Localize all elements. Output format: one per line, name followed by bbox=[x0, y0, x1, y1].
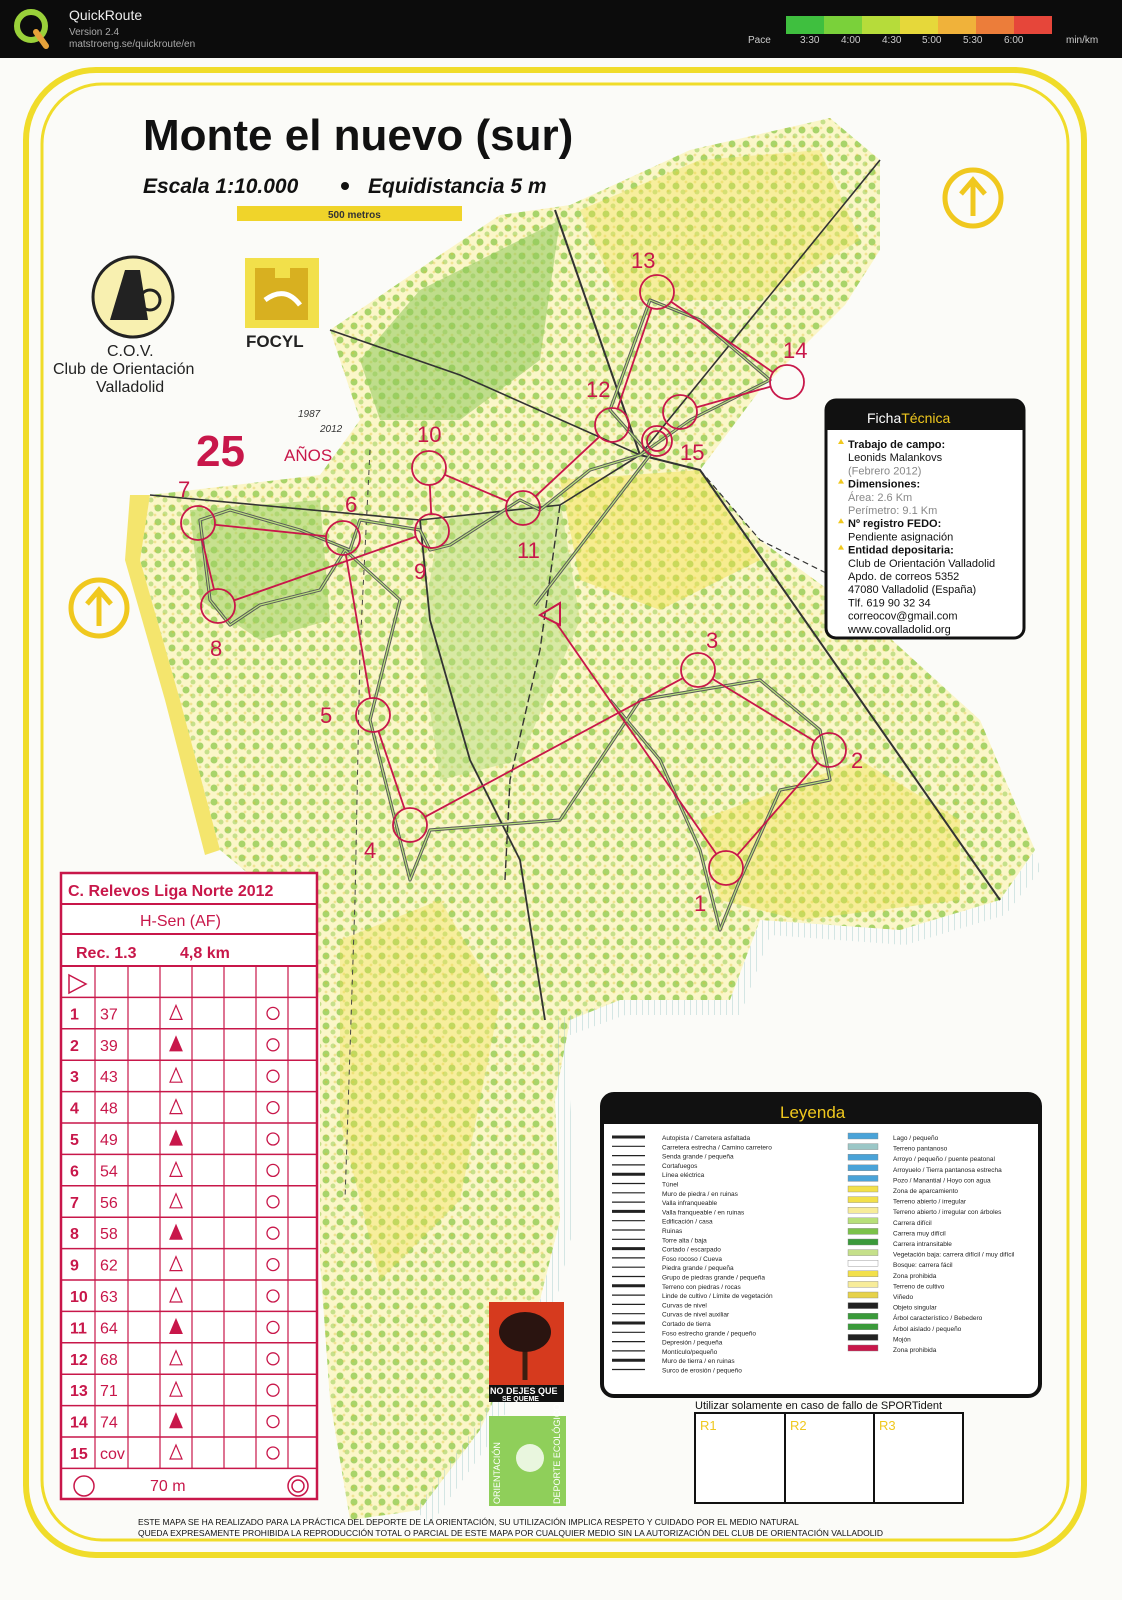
card-control-number: 3 bbox=[70, 1069, 79, 1087]
legend-title: Leyenda bbox=[780, 1103, 846, 1122]
footer-line2: QUEDA EXPRESAMENTE PROHIBIDA LA REPRODUCCIÓN TOTAL O PARCIAL DE ESTE MAPA POR CUALQUIER MEDIO SIN LA AUTORIZACIÓN DEL CLUB DE ORIENTACIÓN VALLADOLID bbox=[138, 1528, 884, 1538]
pace-color-segment bbox=[862, 16, 900, 34]
technical-info-line: Nº registro FEDO: bbox=[848, 518, 942, 531]
control-number: 13 bbox=[631, 248, 656, 273]
control-description-card bbox=[61, 873, 317, 1499]
legend-swatch bbox=[848, 1144, 878, 1150]
card-control-code: cov bbox=[100, 1446, 125, 1463]
legend-item: Autopista / Carretera asfaltada bbox=[662, 1135, 751, 1142]
card-control-code: 49 bbox=[100, 1132, 118, 1149]
card-control-code: 39 bbox=[100, 1037, 118, 1055]
legend-item: Línea eléctrica bbox=[662, 1172, 705, 1180]
card-control-number: 2 bbox=[70, 1037, 79, 1055]
footer-line1: ESTE MAPA SE HA REALIZADO PARA LA PRÁCTICA DEL DEPORTE DE LA ORIENTACIÓN, SU UTILIZACIÓN IMPLICA RESPETO Y CUIDADO POR EL MEDIO NATURAL bbox=[138, 1517, 799, 1527]
legend-item: Carrera difícil bbox=[893, 1219, 932, 1227]
technical-info-line: Dimensiones: bbox=[848, 478, 921, 491]
card-category: H-Sen (AF) bbox=[140, 913, 221, 930]
card-control-number: 5 bbox=[70, 1132, 79, 1149]
eco-sign-right: DEPORTE ECOLÓGICO bbox=[552, 1403, 562, 1504]
legend-swatch bbox=[848, 1271, 878, 1277]
pace-gradient-bar bbox=[786, 16, 1052, 34]
legend-item: Depresión / pequeña bbox=[662, 1339, 723, 1347]
card-control-number: 12 bbox=[70, 1351, 88, 1369]
legend-item: Ruinas bbox=[662, 1228, 683, 1235]
pace-color-segment bbox=[824, 16, 862, 34]
map-scale: Escala 1:10.000 bbox=[143, 175, 299, 198]
card-control-code: 68 bbox=[100, 1351, 118, 1369]
card-control-code: 37 bbox=[100, 1006, 118, 1024]
pace-color-segment bbox=[900, 16, 938, 34]
legend-item: Zona de aparcamiento bbox=[893, 1188, 959, 1195]
legend-item: Terreno abierto / irregular bbox=[893, 1198, 966, 1206]
legend-swatch bbox=[848, 1250, 878, 1256]
fire-sign-line2: SE QUEME bbox=[502, 1396, 539, 1403]
card-control-code: 71 bbox=[100, 1383, 118, 1401]
legend-item: Muro de tierra / en ruinas bbox=[662, 1358, 735, 1366]
control-number: 1 bbox=[694, 891, 707, 916]
legend-item: Terreno con piedras / rocas bbox=[662, 1283, 741, 1291]
legend-item: Carretera estrecha / Camino carretero bbox=[662, 1144, 772, 1152]
technical-info-line: Pendiente asignación bbox=[848, 531, 954, 544]
legend-item: Torre alta / baja bbox=[662, 1237, 707, 1245]
control-number: 4 bbox=[364, 838, 377, 863]
legend-swatch bbox=[848, 1186, 878, 1192]
legend-item: Arroyuelo / Tierra pantanosa estrecha bbox=[893, 1166, 1002, 1174]
technical-info-line: Entidad depositaria: bbox=[848, 544, 954, 557]
legend-item: Foso estrecho grande / pequeño bbox=[662, 1330, 756, 1338]
legend-item: Valla franqueable / en ruinas bbox=[662, 1209, 745, 1217]
legend-item: Linde de cultivo / Límite de vegetación bbox=[662, 1293, 773, 1301]
fire-prevention-sign bbox=[489, 1302, 564, 1403]
legend-swatch bbox=[848, 1165, 878, 1171]
app-version: Version 2.4 bbox=[69, 27, 120, 38]
club-logo-icon bbox=[93, 257, 173, 337]
sportident-note: Utilizar solamente en caso de fallo de SPORTident bbox=[695, 1400, 943, 1412]
card-control-number: 6 bbox=[70, 1163, 79, 1181]
map-title: Monte el nuevo (sur) bbox=[143, 111, 574, 160]
legend-item: Zona prohibida bbox=[893, 1347, 937, 1354]
technical-info-line: Perímetro: 9.1 Km bbox=[848, 505, 938, 517]
legend-item: Carrera muy difícil bbox=[893, 1230, 946, 1238]
card-control-number: 1 bbox=[70, 1006, 79, 1024]
legend-swatch bbox=[848, 1313, 878, 1319]
technical-info-line: Apdo. de correos 5352 bbox=[848, 571, 960, 583]
legend-swatch bbox=[848, 1218, 878, 1224]
legend-swatch bbox=[848, 1260, 878, 1266]
card-control-code: 43 bbox=[100, 1069, 118, 1087]
club-abbr: C.O.V. bbox=[107, 343, 154, 360]
app-header bbox=[0, 0, 1122, 58]
control-number: 2 bbox=[851, 748, 864, 773]
orienteering-map[interactable] bbox=[0, 58, 1122, 1600]
legend-item: Vegetación baja: carrera difícil / muy difícil bbox=[893, 1251, 1015, 1259]
eco-sport-sign bbox=[489, 1404, 566, 1506]
card-control-number: 7 bbox=[70, 1194, 79, 1212]
quickroute-logo-icon bbox=[12, 6, 52, 50]
anniversary-years: 25 bbox=[196, 427, 245, 476]
legend-item: Mojón bbox=[893, 1336, 911, 1344]
sportident-box-label: R1 bbox=[700, 1418, 717, 1433]
pace-unit: min/km bbox=[1066, 35, 1099, 46]
card-control-number: 14 bbox=[70, 1414, 88, 1432]
legend-item: Foso rocoso / Cueva bbox=[662, 1255, 722, 1263]
technical-info-line: www.covalladolid.org bbox=[848, 623, 951, 636]
card-control-number: 11 bbox=[70, 1320, 87, 1338]
club-name-line1: Club de Orientación bbox=[53, 361, 195, 378]
technical-info-line: (Febrero 2012) bbox=[848, 465, 922, 478]
legend-item: Terreno de cultivo bbox=[893, 1283, 945, 1291]
legend-item: Valla infranqueable bbox=[662, 1200, 718, 1208]
card-control-number: 10 bbox=[70, 1289, 88, 1306]
technical-info-line: Club de Orientación Valladolid bbox=[848, 557, 996, 570]
legend-swatch bbox=[848, 1239, 878, 1245]
legend-item: Terreno pantanoso bbox=[893, 1145, 948, 1153]
sportident-backup-boxes bbox=[695, 1413, 963, 1503]
legend-swatch bbox=[848, 1292, 878, 1298]
card-control-number: 8 bbox=[70, 1226, 79, 1244]
legend-item: Cortafuegos bbox=[662, 1162, 698, 1170]
control-number: 10 bbox=[417, 422, 442, 447]
control-number: 14 bbox=[783, 338, 808, 363]
control-number: 8 bbox=[210, 636, 223, 661]
federation-logo-icon bbox=[245, 258, 319, 328]
app-url[interactable]: matstroeng.se/quickroute/en bbox=[69, 39, 196, 50]
legend-item: Surco de erosión / pequeño bbox=[662, 1367, 742, 1375]
technical-info-line: Trabajo de campo: bbox=[848, 439, 946, 451]
legend-item: Cortado / escarpado bbox=[662, 1246, 721, 1254]
pace-tick: 4:30 bbox=[882, 35, 902, 46]
legend-item: Piedra grande / pequeña bbox=[662, 1265, 734, 1273]
legend-swatch bbox=[848, 1207, 878, 1213]
pace-color-segment bbox=[976, 16, 1014, 34]
legend-item: Terreno abierto / irregular con árboles bbox=[893, 1209, 1002, 1217]
app-name: QuickRoute bbox=[69, 7, 143, 23]
technical-info-line: Área: 2.6 Km bbox=[848, 491, 913, 504]
anniversary-to: 2012 bbox=[320, 424, 343, 435]
legend-swatch bbox=[848, 1324, 878, 1330]
technical-info-title: FichaTécnica bbox=[867, 410, 951, 426]
map-contour-interval: Equidistancia 5 m bbox=[368, 175, 547, 198]
legend-panel bbox=[602, 1094, 1040, 1396]
sportident-box-label: R2 bbox=[790, 1418, 807, 1433]
federation-name: FOCYL bbox=[246, 332, 304, 351]
scale-bar-label: 500 metros bbox=[328, 210, 381, 221]
pace-color-segment bbox=[786, 16, 824, 34]
fire-sign-line1: NO DEJES QUE bbox=[490, 1386, 558, 1396]
legend-item: Montículo/pequeño bbox=[662, 1348, 718, 1356]
card-finish-distance: 70 m bbox=[150, 1478, 186, 1495]
eco-sign-left: ORIENTACIÓN bbox=[492, 1442, 502, 1504]
control-number: 9 bbox=[414, 559, 427, 584]
control-number: 6 bbox=[345, 492, 358, 517]
technical-info-line: 47080 Valladolid (España) bbox=[848, 584, 977, 597]
legend-item: Carrera intransitable bbox=[893, 1241, 952, 1248]
card-control-code: 56 bbox=[100, 1194, 118, 1212]
pace-tick: 3:30 bbox=[800, 35, 820, 46]
pace-tick: 6:00 bbox=[1004, 35, 1024, 46]
legend-item: Árbol característico / Bebedero bbox=[893, 1315, 983, 1323]
card-control-number: 4 bbox=[70, 1100, 79, 1118]
card-control-code: 58 bbox=[100, 1226, 118, 1244]
pace-tick: 5:30 bbox=[963, 35, 983, 46]
legend-swatch bbox=[848, 1281, 878, 1287]
card-control-code: 54 bbox=[100, 1163, 118, 1181]
technical-info-line: correocov@gmail.com bbox=[848, 610, 958, 623]
control-number: 12 bbox=[586, 377, 611, 402]
legend-item: Túnel bbox=[662, 1181, 679, 1189]
legend-swatch bbox=[848, 1197, 878, 1203]
legend-item: Bosque: carrera fácil bbox=[893, 1262, 953, 1270]
legend-swatch bbox=[848, 1228, 878, 1234]
control-number: 15 bbox=[680, 440, 705, 465]
control-number: 3 bbox=[706, 628, 719, 653]
sportident-box-label: R3 bbox=[879, 1418, 896, 1433]
card-control-code: 63 bbox=[100, 1289, 118, 1306]
legend-item: Árbol aislado / pequeño bbox=[893, 1325, 962, 1333]
legend-item: Muro de piedra / en ruinas bbox=[662, 1190, 738, 1198]
pace-tick: 4:00 bbox=[841, 35, 861, 46]
pace-color-segment bbox=[1014, 16, 1052, 34]
pace-label: Pace bbox=[748, 35, 771, 46]
card-length: 4,8 km bbox=[180, 945, 230, 962]
legend-swatch bbox=[848, 1175, 878, 1181]
pace-color-segment bbox=[938, 16, 976, 34]
control-number: 11 bbox=[517, 538, 540, 563]
legend-item: Pozo / Manantial / Hoyo con agua bbox=[893, 1177, 991, 1185]
control-number: 7 bbox=[178, 477, 191, 502]
card-event: C. Relevos Liga Norte 2012 bbox=[68, 883, 274, 900]
separator-dot-icon bbox=[341, 182, 349, 190]
legend-swatch bbox=[848, 1303, 878, 1309]
legend-item: Viñedo bbox=[893, 1294, 914, 1301]
club-name-line2: Valladolid bbox=[96, 379, 165, 396]
card-control-code: 64 bbox=[100, 1320, 118, 1338]
card-control-number: 15 bbox=[70, 1446, 88, 1463]
control-number: 5 bbox=[320, 703, 333, 728]
legend-item: Zona prohibida bbox=[893, 1272, 937, 1280]
card-control-code: 48 bbox=[100, 1100, 118, 1118]
anniversary-word: AÑOS bbox=[284, 446, 333, 465]
legend-item: Lago / pequeño bbox=[893, 1135, 939, 1142]
card-control-code: 62 bbox=[100, 1257, 118, 1275]
anniversary-from: 1987 bbox=[298, 409, 321, 420]
legend-item: Objeto singular bbox=[893, 1304, 937, 1312]
legend-item: Curvas de nivel bbox=[662, 1302, 707, 1310]
technical-info-line: Leonids Malankovs bbox=[848, 452, 943, 465]
technical-info-line: Tlf. 619 90 32 34 bbox=[848, 597, 931, 610]
card-control-code: 74 bbox=[100, 1414, 118, 1432]
legend-swatch bbox=[848, 1154, 878, 1160]
technical-info-panel bbox=[826, 400, 1024, 638]
legend-item: Curvas de nivel auxiliar bbox=[662, 1311, 730, 1319]
legend-item: Cortado de tierra bbox=[662, 1321, 711, 1328]
pace-tick: 5:00 bbox=[922, 35, 942, 46]
legend-item: Arroyo / pequeño / puente peatonal bbox=[893, 1156, 995, 1164]
card-control-number: 9 bbox=[70, 1257, 79, 1275]
legend-swatch bbox=[848, 1334, 878, 1340]
legend-item: Edificación / casa bbox=[662, 1218, 713, 1226]
card-leg: Rec. 1.3 bbox=[76, 945, 137, 962]
legend-swatch bbox=[848, 1133, 878, 1139]
legend-swatch bbox=[848, 1345, 878, 1351]
legend-item: Senda grande / pequeña bbox=[662, 1153, 734, 1161]
card-control-number: 13 bbox=[70, 1383, 88, 1401]
legend-item: Grupo de piedras grande / pequeña bbox=[662, 1274, 765, 1282]
